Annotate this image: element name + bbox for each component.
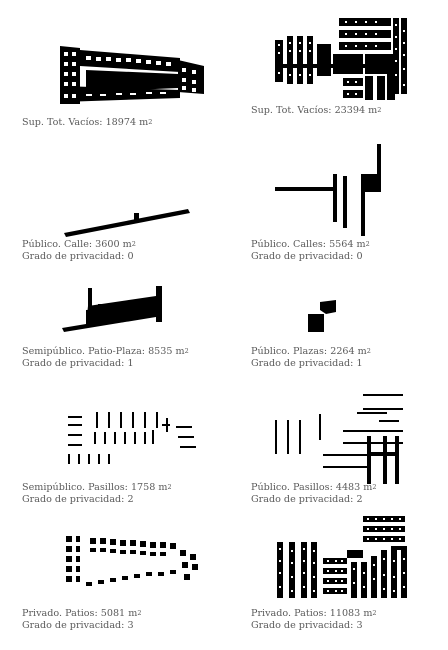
unit-exponent: 2 (365, 240, 370, 248)
unit-exponent: 2 (167, 483, 172, 491)
caption-line2: Grado de privacidad: 2 (22, 494, 134, 505)
caption-line1: Privado. Patios: 11083 m (251, 608, 373, 619)
caption (251, 346, 371, 370)
unit-exponent: 2 (366, 347, 371, 355)
caption-line1: Semipúblico. Pasillos: 1758 m (22, 482, 168, 493)
unit-exponent: 2 (372, 483, 377, 491)
semipublic-corridors-plan (66, 410, 226, 470)
streets-plan (275, 140, 415, 240)
caption (22, 239, 136, 263)
unit-exponent: 2 (131, 240, 136, 248)
voids-plan-b (275, 14, 435, 114)
caption-line2: Grado de privacidad: 1 (251, 358, 363, 369)
caption-line1: Semipúblico. Patio-Plaza: 8535 m (22, 346, 185, 357)
caption-line1: Sup. Tot. Vacíos: 18974 m (22, 117, 149, 128)
caption-line2: Grado de privacidad: 3 (22, 620, 134, 631)
caption (251, 105, 381, 117)
caption-line1: Sup. Tot. Vacíos: 23394 m (251, 105, 378, 116)
unit-exponent: 2 (372, 609, 377, 617)
caption (251, 239, 370, 263)
squares-plan (306, 298, 366, 348)
caption-line1: Público. Calles: 5564 m (251, 239, 366, 250)
private-patios-plan-b (271, 512, 441, 612)
caption-line2: Grado de privacidad: 1 (22, 358, 134, 369)
caption-line1: Privado. Patios: 5081 m (22, 608, 138, 619)
unit-exponent: 2 (148, 118, 153, 126)
caption-line1: Público. Calle: 3600 m (22, 239, 132, 250)
caption (22, 482, 172, 506)
caption-line1: Público. Plazas: 2264 m (251, 346, 367, 357)
caption-line2: Grado de privacidad: 3 (251, 620, 363, 631)
courtyard-plan (62, 282, 192, 342)
caption (22, 608, 141, 632)
private-patios-plan-a (64, 532, 224, 602)
unit-exponent: 2 (184, 347, 189, 355)
caption-line2: Grado de privacidad: 2 (251, 494, 363, 505)
caption-line2: Grado de privacidad: 0 (22, 251, 134, 262)
voids-plan-a (60, 42, 240, 154)
public-corridors-plan (271, 390, 441, 490)
unit-exponent: 2 (137, 609, 142, 617)
caption-line2: Grado de privacidad: 0 (251, 251, 363, 262)
caption (22, 117, 152, 129)
caption (251, 608, 377, 632)
caption (22, 346, 189, 370)
unit-exponent: 2 (377, 106, 382, 114)
caption-line1: Público. Pasillos: 4483 m (251, 482, 373, 493)
caption (251, 482, 377, 506)
